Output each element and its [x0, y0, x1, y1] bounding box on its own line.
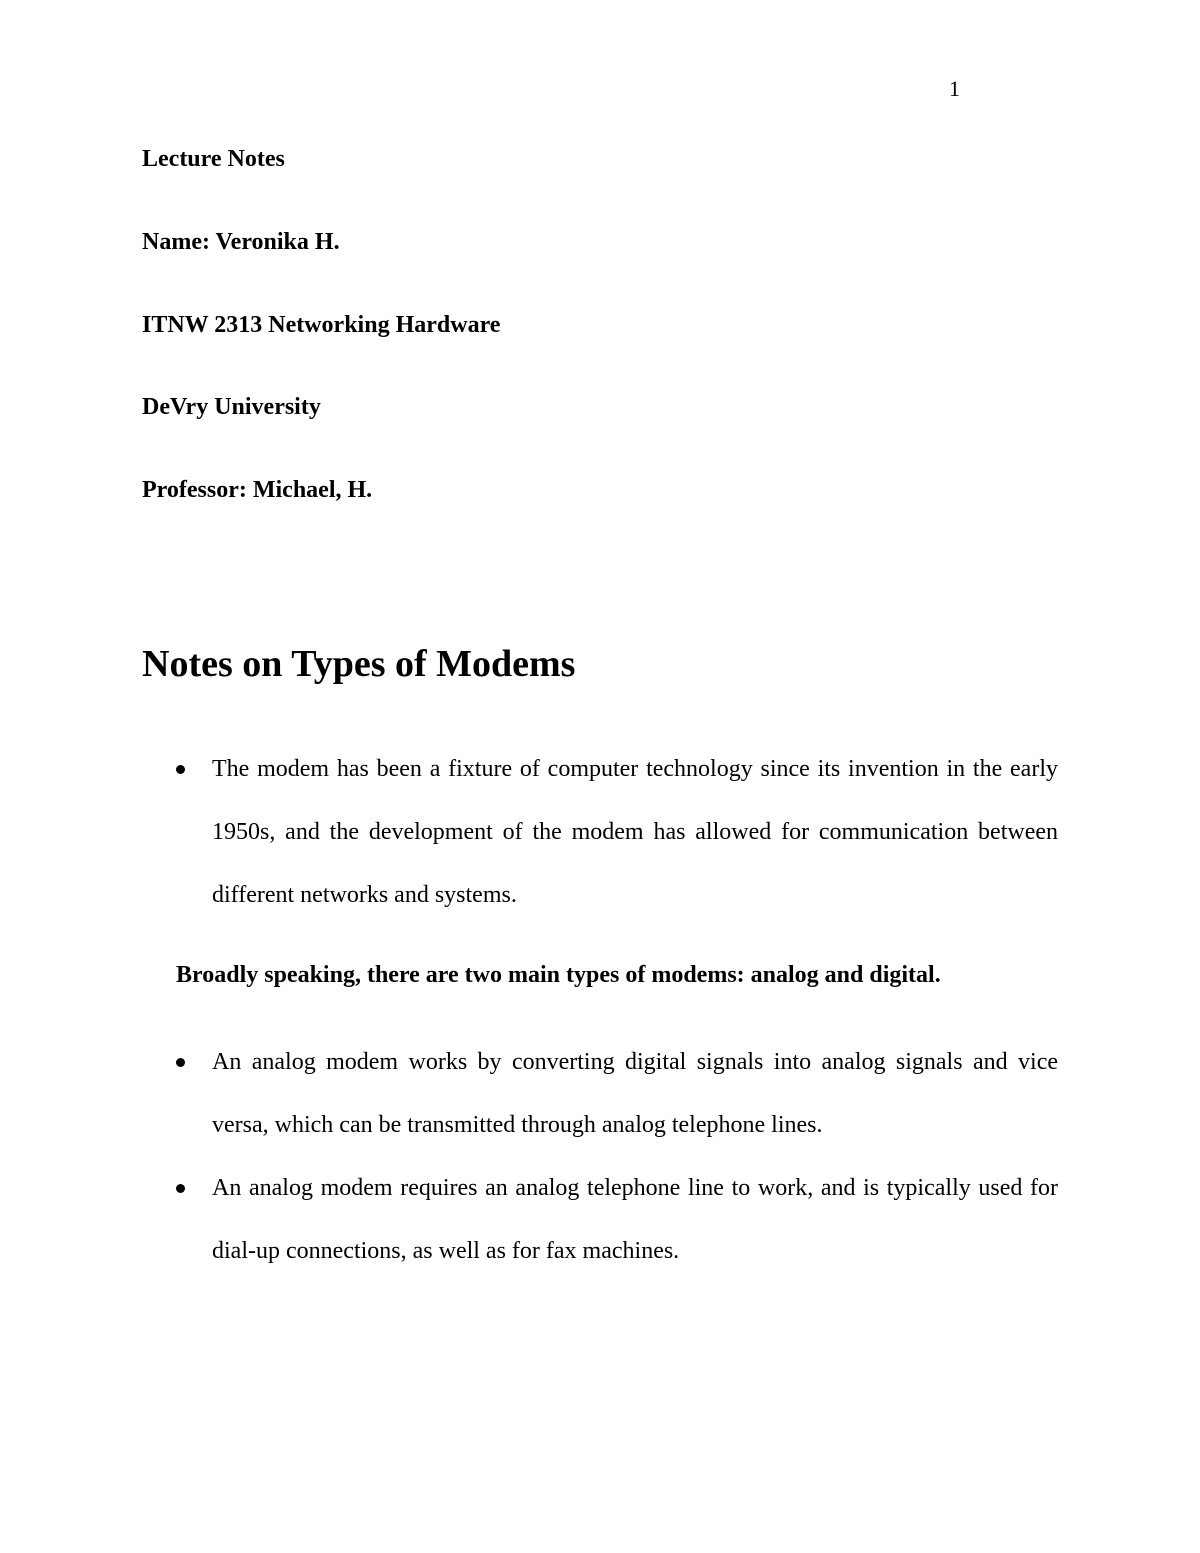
header-professor: Professor: Michael, H.: [142, 477, 373, 503]
bullet-icon: [176, 1058, 185, 1067]
bullet-text: An analog modem requires an analog telephone line to work, and is typically used for dial-up connections, as well as for fax machines.: [212, 1175, 1058, 1264]
list-item: [142, 738, 1058, 927]
analog-bullet-list: [142, 1031, 1058, 1283]
header-course: ITNW 2313 Networking Hardware: [142, 312, 501, 338]
list-item: [142, 1157, 1058, 1283]
header-lecture-notes: Lecture Notes: [142, 146, 285, 172]
header-university: DeVry University: [142, 394, 321, 420]
header-student-name: Name: Veronika H.: [142, 229, 340, 255]
bullet-icon: [176, 1184, 185, 1193]
document-title: Notes on Types of Modems: [142, 643, 576, 685]
page-number: 1: [949, 76, 960, 101]
bullet-text: An analog modem works by converting digital signals into analog signals and vice versa, which can be transmitted through analog telephone lines.: [212, 1049, 1058, 1138]
bullet-text: The modem has been a fixture of computer technology since its invention in the early 1950s, and the development of the modem has allowed for communication between different networks and systems.: [212, 756, 1058, 908]
section-subheading: Broadly speaking, there are two main types of modems: analog and digital.: [176, 962, 941, 988]
intro-bullet-list: [142, 738, 1058, 927]
bullet-icon: [176, 765, 185, 774]
list-item: [142, 1031, 1058, 1157]
